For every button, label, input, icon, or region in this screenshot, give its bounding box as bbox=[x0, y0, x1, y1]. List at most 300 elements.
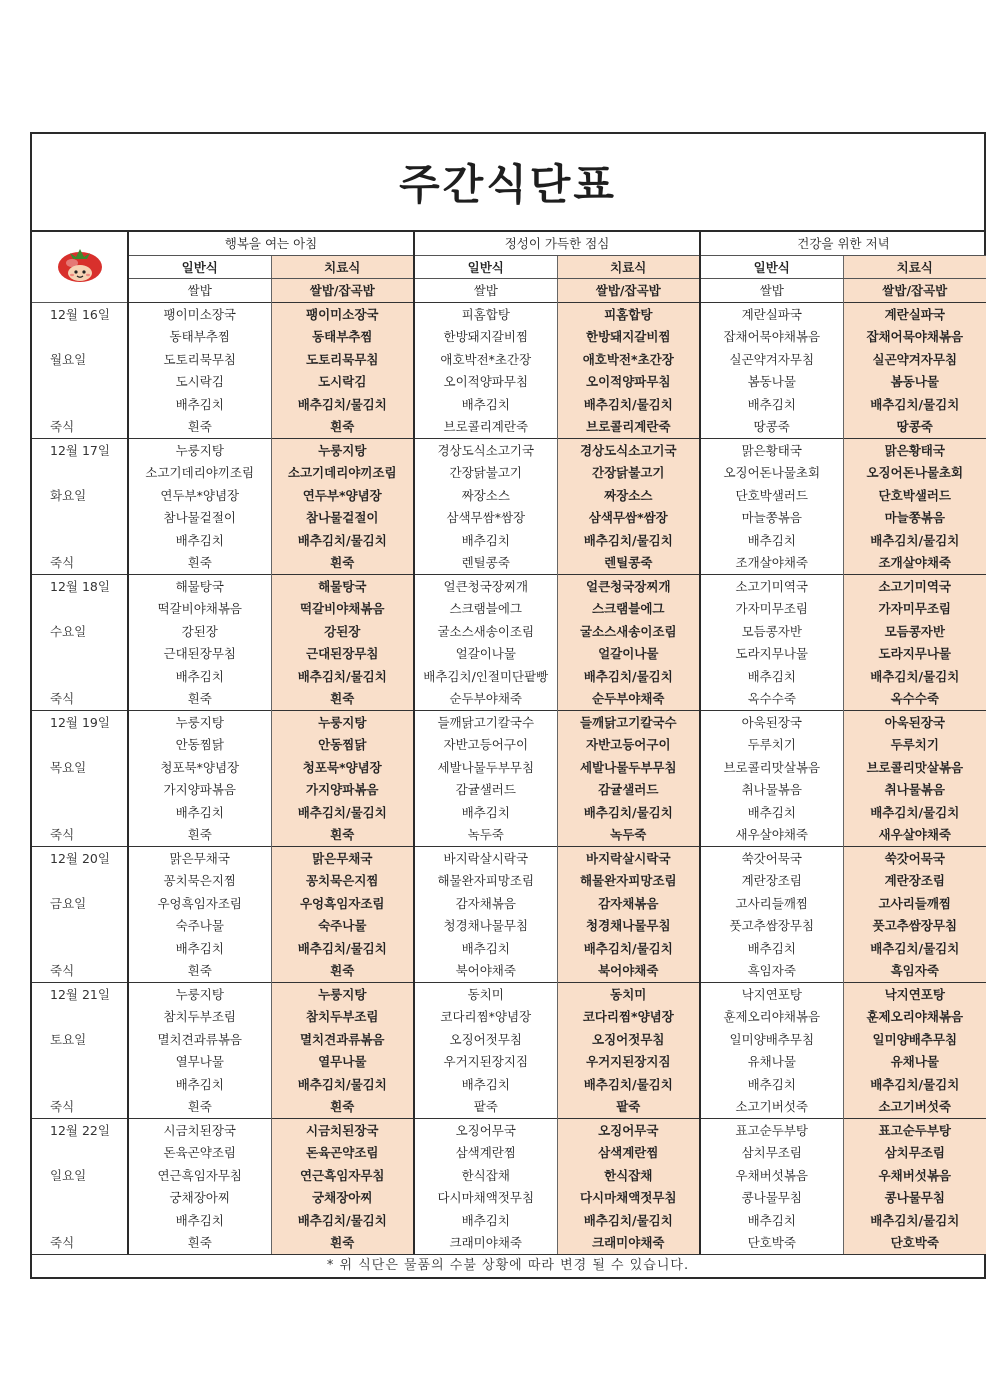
day-date: 12월 20일 bbox=[32, 846, 128, 869]
menu-item: 순두부야채죽 bbox=[414, 687, 557, 710]
lunch-general-rice: 쌀밥 bbox=[414, 279, 557, 303]
menu-item: 떡갈비야채볶음 bbox=[271, 597, 414, 620]
menu-item: 마늘쫑볶음 bbox=[700, 506, 843, 529]
day-row bbox=[32, 506, 986, 529]
menu-item: 흑임자죽 bbox=[700, 959, 843, 982]
day-row bbox=[32, 1028, 986, 1051]
day-row bbox=[32, 642, 986, 665]
menu-item: 흰죽 bbox=[128, 687, 271, 710]
day-date: 12월 19일 bbox=[32, 710, 128, 733]
menu-item: 자반고등어구이 bbox=[557, 733, 700, 756]
menu-item: 배추김치 bbox=[414, 1209, 557, 1232]
menu-item: 가지양파볶음 bbox=[128, 778, 271, 801]
breakfast-header: 행복을 여는 아침 bbox=[128, 232, 414, 255]
menu-item: 참치두부조림 bbox=[128, 1005, 271, 1028]
day-row bbox=[32, 574, 986, 597]
menu-item: 옥수수죽 bbox=[700, 687, 843, 710]
menu-item: 경상도식소고기국 bbox=[557, 438, 700, 461]
menu-item: 취나물볶음 bbox=[700, 778, 843, 801]
day-spacer bbox=[32, 1186, 128, 1209]
menu-item: 피홈합탕 bbox=[414, 302, 557, 325]
menu-item: 배추김치/물김치 bbox=[557, 665, 700, 688]
menu-item: 삼색무쌈*쌈장 bbox=[557, 506, 700, 529]
menu-item: 취나물볶음 bbox=[843, 778, 986, 801]
day-spacer bbox=[32, 778, 128, 801]
menu-item: 새우살야채죽 bbox=[700, 823, 843, 846]
menu-item: 도라지무나물 bbox=[843, 642, 986, 665]
day-spacer bbox=[32, 597, 128, 620]
menu-item: 굴소스새송이조림 bbox=[557, 620, 700, 643]
menu-item: 연두부*양념장 bbox=[271, 484, 414, 507]
menu-item: 들깨닭고기칼국수 bbox=[557, 710, 700, 733]
menu-item: 계란실파국 bbox=[843, 302, 986, 325]
menu-item: 단호박죽 bbox=[700, 1231, 843, 1254]
menu-item: 낙지연포탕 bbox=[700, 982, 843, 1005]
day-spacer bbox=[32, 1073, 128, 1096]
menu-item: 감귤샐러드 bbox=[414, 778, 557, 801]
day-row bbox=[32, 348, 986, 371]
menu-item: 멸치견과류볶음 bbox=[271, 1028, 414, 1051]
menu-item: 조개살야채죽 bbox=[843, 551, 986, 574]
day-row bbox=[32, 1118, 986, 1141]
menu-item: 브로콜리계란죽 bbox=[414, 415, 557, 438]
menu-item: 콩나물무침 bbox=[843, 1186, 986, 1209]
menu-item: 오징어돈나물초회 bbox=[843, 461, 986, 484]
menu-item: 바지락살시락국 bbox=[557, 846, 700, 869]
day-row bbox=[32, 370, 986, 393]
menu-item: 봄동나물 bbox=[843, 370, 986, 393]
menu-item: 코다리찜*양념장 bbox=[414, 1005, 557, 1028]
day-date: 12월 17일 bbox=[32, 438, 128, 461]
day-row bbox=[32, 1095, 986, 1118]
day-weekday: 일요일 bbox=[50, 1167, 87, 1183]
menu-item: 배추김치/물김치 bbox=[843, 801, 986, 824]
menu-item: 숙주나물 bbox=[128, 914, 271, 937]
logo-cell bbox=[32, 232, 128, 302]
day-weekday: 목요일 bbox=[50, 759, 87, 775]
menu-item: 땅콩죽 bbox=[843, 415, 986, 438]
menu-item: 브로콜리맛살볶음 bbox=[700, 756, 843, 779]
menu-item: 코다리찜*양념장 bbox=[557, 1005, 700, 1028]
menu-item: 봄동나물 bbox=[700, 370, 843, 393]
menu-item: 소고기미역국 bbox=[700, 574, 843, 597]
day-spacer bbox=[32, 461, 128, 484]
menu-item: 돈육곤약조림 bbox=[128, 1141, 271, 1164]
menu-item: 북어야채죽 bbox=[557, 959, 700, 982]
menu-item: 팥죽 bbox=[414, 1095, 557, 1118]
day-weekday: 금요일 bbox=[50, 895, 87, 911]
menu-item: 삼치무조림 bbox=[700, 1141, 843, 1164]
menu-item: 해물완자피망조림 bbox=[557, 869, 700, 892]
menu-item: 동태부추찜 bbox=[271, 325, 414, 348]
menu-item: 궁채장아찌 bbox=[271, 1186, 414, 1209]
day-row bbox=[32, 438, 986, 461]
title-row bbox=[32, 134, 984, 232]
menu-item: 배추김치/물김치 bbox=[271, 529, 414, 552]
menu-item: 두루치기 bbox=[700, 733, 843, 756]
menu-item: 맑은무채국 bbox=[271, 846, 414, 869]
menu-item: 청포묵*양념장 bbox=[128, 756, 271, 779]
day-row bbox=[32, 869, 986, 892]
menu-item: 배추김치 bbox=[414, 1073, 557, 1096]
menu-item: 감귤샐러드 bbox=[557, 778, 700, 801]
menu-item: 경상도식소고기국 bbox=[414, 438, 557, 461]
menu-item: 고사리들깨찜 bbox=[843, 892, 986, 915]
menu-item: 풋고추쌈장무침 bbox=[843, 914, 986, 937]
menu-item: 배추김치/물김치 bbox=[271, 1209, 414, 1232]
menu-item: 소고기버섯죽 bbox=[700, 1095, 843, 1118]
breakfast-general-header: 일반식 bbox=[128, 255, 271, 279]
menu-item: 시금치된장국 bbox=[271, 1118, 414, 1141]
menu-item: 팽이미소장국 bbox=[128, 302, 271, 325]
menu-item: 누룽지탕 bbox=[271, 982, 414, 1005]
menu-item: 마늘쫑볶음 bbox=[843, 506, 986, 529]
porridge-label: 죽식 bbox=[50, 555, 75, 571]
porridge-label: 죽식 bbox=[50, 1235, 75, 1251]
menu-item: 해물완자피망조림 bbox=[414, 869, 557, 892]
menu-item: 바지락살시락국 bbox=[414, 846, 557, 869]
menu-item: 실곤약겨자무침 bbox=[700, 348, 843, 371]
menu-item: 근대된장무침 bbox=[271, 642, 414, 665]
day-weekday: 월요일 bbox=[50, 351, 87, 367]
menu-item: 들깨닭고기칼국수 bbox=[414, 710, 557, 733]
menu-item: 배추김치/물김치 bbox=[843, 937, 986, 960]
menu-item: 땅콩죽 bbox=[700, 415, 843, 438]
day-spacer bbox=[32, 1141, 128, 1164]
menu-item: 오이적양파무침 bbox=[557, 370, 700, 393]
menu-item: 궁채장아찌 bbox=[128, 1186, 271, 1209]
menu-item: 우거지된장지짐 bbox=[557, 1050, 700, 1073]
day-spacer bbox=[32, 914, 128, 937]
menu-item: 크래미야채죽 bbox=[557, 1231, 700, 1254]
day-row bbox=[32, 846, 986, 869]
menu-item: 가자미무조림 bbox=[700, 597, 843, 620]
footer-note: * 위 식단은 물품의 수불 상황에 따라 변경 될 수 있습니다. bbox=[32, 1254, 984, 1277]
menu-item: 쑥갓어묵국 bbox=[700, 846, 843, 869]
breakfast-general-rice: 쌀밥 bbox=[128, 279, 271, 303]
porridge-label: 죽식 bbox=[50, 963, 75, 979]
menu-item: 계란장조림 bbox=[843, 869, 986, 892]
menu-item: 배추김치/인절미단팥빵 bbox=[414, 665, 557, 688]
menu-item: 우채버섯볶음 bbox=[843, 1164, 986, 1187]
porridge-label: 죽식 bbox=[50, 419, 75, 435]
menu-item: 오징어돈나물초회 bbox=[700, 461, 843, 484]
menu-item: 흰죽 bbox=[271, 823, 414, 846]
menu-item: 스크램블에그 bbox=[557, 597, 700, 620]
menu-item: 세발나물두부무침 bbox=[414, 756, 557, 779]
menu-item: 흰죽 bbox=[128, 823, 271, 846]
menu-item: 시금치된장국 bbox=[128, 1118, 271, 1141]
day-date: 12월 22일 bbox=[32, 1118, 128, 1141]
menu-item: 실곤약겨자무침 bbox=[843, 348, 986, 371]
menu-item: 배추김치 bbox=[700, 393, 843, 416]
day-row bbox=[32, 1164, 986, 1187]
lunch-therapy-rice: 쌀밥/잡곡밥 bbox=[557, 279, 700, 303]
menu-item: 배추김치 bbox=[700, 665, 843, 688]
menu-item: 계란실파국 bbox=[700, 302, 843, 325]
dinner-general-rice: 쌀밥 bbox=[700, 279, 843, 303]
menu-item: 누룽지탕 bbox=[128, 710, 271, 733]
menu-item: 브로콜리계란죽 bbox=[557, 415, 700, 438]
porridge-label: 죽식 bbox=[50, 1099, 75, 1115]
day-row bbox=[32, 393, 986, 416]
breakfast-therapy-rice: 쌀밥/잡곡밥 bbox=[271, 279, 414, 303]
day-row bbox=[32, 756, 986, 779]
menu-item: 자반고등어구이 bbox=[414, 733, 557, 756]
page-title: 주간식단표 bbox=[399, 160, 617, 209]
menu-item: 두루치기 bbox=[843, 733, 986, 756]
menu-item: 흰죽 bbox=[271, 415, 414, 438]
porridge-label: 죽식 bbox=[50, 827, 75, 843]
day-row bbox=[32, 484, 986, 507]
menu-item: 잡채어묵야채볶음 bbox=[700, 325, 843, 348]
menu-item: 배추김치/물김치 bbox=[271, 937, 414, 960]
menu-item: 참나물겉절이 bbox=[271, 506, 414, 529]
day-row bbox=[32, 1231, 986, 1254]
day-row bbox=[32, 461, 986, 484]
lunch-general-header: 일반식 bbox=[414, 255, 557, 279]
lunch-therapy-header: 치료식 bbox=[557, 255, 700, 279]
menu-item: 오징어젓무침 bbox=[557, 1028, 700, 1051]
menu-item: 배추김치/물김치 bbox=[271, 1073, 414, 1096]
menu-item: 흑임자죽 bbox=[843, 959, 986, 982]
menu-item: 계란장조림 bbox=[700, 869, 843, 892]
menu-item: 도토리묵무침 bbox=[128, 348, 271, 371]
menu-body bbox=[32, 302, 986, 1254]
menu-item: 도시락김 bbox=[271, 370, 414, 393]
menu-item: 배추김치 bbox=[700, 937, 843, 960]
menu-item: 배추김치/물김치 bbox=[271, 665, 414, 688]
day-date: 12월 21일 bbox=[32, 982, 128, 1005]
menu-item: 유채나물 bbox=[700, 1050, 843, 1073]
dinner-therapy-header: 치료식 bbox=[843, 255, 986, 279]
menu-item: 배추김치 bbox=[700, 529, 843, 552]
day-row bbox=[32, 959, 986, 982]
menu-item: 애호박전*초간장 bbox=[414, 348, 557, 371]
menu-item: 동태부추찜 bbox=[128, 325, 271, 348]
menu-item: 다시마채액젓무침 bbox=[414, 1186, 557, 1209]
menu-item: 누룽지탕 bbox=[128, 982, 271, 1005]
day-spacer bbox=[32, 506, 128, 529]
dinner-general-header: 일반식 bbox=[700, 255, 843, 279]
menu-item: 소고기미역국 bbox=[843, 574, 986, 597]
menu-item: 동치미 bbox=[414, 982, 557, 1005]
menu-item: 새우살야채죽 bbox=[843, 823, 986, 846]
rice-row bbox=[32, 279, 986, 303]
menu-item: 풋고추쌈장무침 bbox=[700, 914, 843, 937]
menu-item: 꽁치묵은지찜 bbox=[271, 869, 414, 892]
menu-item: 배추김치 bbox=[700, 1073, 843, 1096]
menu-item: 돈육곤약조림 bbox=[271, 1141, 414, 1164]
tomato-mascot-icon bbox=[52, 243, 108, 287]
menu-item: 굴소스새송이조림 bbox=[414, 620, 557, 643]
menu-item: 배추김치/물김치 bbox=[843, 1073, 986, 1096]
menu-item: 배추김치/물김치 bbox=[843, 529, 986, 552]
menu-item: 흰죽 bbox=[128, 1095, 271, 1118]
day-weekday: 토요일 bbox=[50, 1031, 87, 1047]
breakfast-therapy-header: 치료식 bbox=[271, 255, 414, 279]
menu-item: 연근흑임자무침 bbox=[128, 1164, 271, 1187]
day-row bbox=[32, 665, 986, 688]
menu-item: 팥죽 bbox=[557, 1095, 700, 1118]
menu-item: 해물탕국 bbox=[128, 574, 271, 597]
day-spacer bbox=[32, 393, 128, 416]
menu-item: 강된장 bbox=[271, 620, 414, 643]
menu-item: 배추김치/물김치 bbox=[843, 1209, 986, 1232]
day-row bbox=[32, 1141, 986, 1164]
day-spacer bbox=[32, 370, 128, 393]
menu-item: 한방돼지갈비찜 bbox=[414, 325, 557, 348]
menu-item: 삼색무쌈*쌈장 bbox=[414, 506, 557, 529]
menu-item: 누룽지탕 bbox=[271, 438, 414, 461]
menu-item: 맑은황태국 bbox=[700, 438, 843, 461]
menu-item: 배추김치 bbox=[128, 665, 271, 688]
menu-item: 단호박죽 bbox=[843, 1231, 986, 1254]
menu-table bbox=[32, 232, 986, 1254]
day-row bbox=[32, 823, 986, 846]
menu-item: 배추김치/물김치 bbox=[557, 393, 700, 416]
menu-item: 녹두죽 bbox=[557, 823, 700, 846]
menu-item: 숙주나물 bbox=[271, 914, 414, 937]
day-row bbox=[32, 415, 986, 438]
menu-item: 유채나물 bbox=[843, 1050, 986, 1073]
menu-item: 다시마채액젓무침 bbox=[557, 1186, 700, 1209]
menu-item: 누룽지탕 bbox=[128, 438, 271, 461]
menu-item: 흰죽 bbox=[271, 959, 414, 982]
day-row bbox=[32, 1186, 986, 1209]
menu-item: 얼큰청국장찌개 bbox=[414, 574, 557, 597]
day-date: 12월 18일 bbox=[32, 574, 128, 597]
menu-item: 흰죽 bbox=[271, 551, 414, 574]
menu-item: 배추김치 bbox=[128, 937, 271, 960]
menu-item: 동치미 bbox=[557, 982, 700, 1005]
menu-item: 한방돼지갈비찜 bbox=[557, 325, 700, 348]
menu-item: 감자채볶음 bbox=[414, 892, 557, 915]
day-row bbox=[32, 892, 986, 915]
menu-item: 배추김치/물김치 bbox=[843, 393, 986, 416]
menu-item: 잡채어묵야채볶음 bbox=[843, 325, 986, 348]
menu-item: 표고순두부탕 bbox=[843, 1118, 986, 1141]
menu-item: 한식잡채 bbox=[414, 1164, 557, 1187]
day-spacer bbox=[32, 1209, 128, 1232]
menu-item: 크래미야채죽 bbox=[414, 1231, 557, 1254]
menu-item: 감자채볶음 bbox=[557, 892, 700, 915]
day-spacer bbox=[32, 665, 128, 688]
menu-item: 렌틸콩죽 bbox=[557, 551, 700, 574]
menu-item: 도토리묵무침 bbox=[271, 348, 414, 371]
day-spacer bbox=[32, 733, 128, 756]
day-row bbox=[32, 620, 986, 643]
menu-item: 조개살야채죽 bbox=[700, 551, 843, 574]
day-row bbox=[32, 1005, 986, 1028]
menu-item: 배추김치 bbox=[414, 937, 557, 960]
menu-item: 일미양배추무침 bbox=[700, 1028, 843, 1051]
dinner-therapy-rice: 쌀밥/잡곡밥 bbox=[843, 279, 986, 303]
day-row bbox=[32, 687, 986, 710]
menu-item: 열무나물 bbox=[271, 1050, 414, 1073]
menu-item: 삼색계란찜 bbox=[414, 1141, 557, 1164]
menu-item: 근대된장무침 bbox=[128, 642, 271, 665]
day-row bbox=[32, 1073, 986, 1096]
menu-item: 삼치무조림 bbox=[843, 1141, 986, 1164]
menu-item: 스크램블에그 bbox=[414, 597, 557, 620]
menu-item: 안동찜닭 bbox=[271, 733, 414, 756]
menu-item: 배추김치/물김치 bbox=[557, 937, 700, 960]
menu-item: 연두부*양념장 bbox=[128, 484, 271, 507]
menu-item: 흰죽 bbox=[271, 1095, 414, 1118]
menu-item: 옥수수죽 bbox=[843, 687, 986, 710]
day-row bbox=[32, 302, 986, 325]
menu-item: 배추김치 bbox=[414, 801, 557, 824]
menu-item: 얼갈이나물 bbox=[557, 642, 700, 665]
menu-item: 고사리들깨찜 bbox=[700, 892, 843, 915]
menu-item: 연근흑임자무침 bbox=[271, 1164, 414, 1187]
menu-item: 배추김치/물김치 bbox=[271, 801, 414, 824]
menu-item: 애호박전*초간장 bbox=[557, 348, 700, 371]
menu-item: 얼큰청국장찌개 bbox=[557, 574, 700, 597]
menu-item: 도라지무나물 bbox=[700, 642, 843, 665]
menu-item: 배추김치/물김치 bbox=[557, 801, 700, 824]
menu-item: 모듬콩자반 bbox=[843, 620, 986, 643]
menu-item: 팽이미소장국 bbox=[271, 302, 414, 325]
day-row bbox=[32, 982, 986, 1005]
menu-item: 맑은황태국 bbox=[843, 438, 986, 461]
menu-item: 오징어무국 bbox=[557, 1118, 700, 1141]
menu-item: 표고순두부탕 bbox=[700, 1118, 843, 1141]
day-row bbox=[32, 710, 986, 733]
day-spacer bbox=[32, 1005, 128, 1028]
day-row bbox=[32, 325, 986, 348]
menu-item: 간장닭불고기 bbox=[414, 461, 557, 484]
day-spacer bbox=[32, 642, 128, 665]
menu-item: 배추김치/물김치 bbox=[557, 1209, 700, 1232]
menu-item: 녹두죽 bbox=[414, 823, 557, 846]
menu-item: 맑은무채국 bbox=[128, 846, 271, 869]
menu-item: 배추김치 bbox=[414, 529, 557, 552]
menu-item: 렌틸콩죽 bbox=[414, 551, 557, 574]
menu-item: 배추김치 bbox=[128, 1209, 271, 1232]
day-spacer bbox=[32, 529, 128, 552]
menu-item: 순두부야채죽 bbox=[557, 687, 700, 710]
menu-item: 배추김치 bbox=[700, 801, 843, 824]
menu-item: 아욱된장국 bbox=[843, 710, 986, 733]
porridge-label: 죽식 bbox=[50, 691, 75, 707]
menu-item: 얼갈이나물 bbox=[414, 642, 557, 665]
day-date: 12월 16일 bbox=[32, 302, 128, 325]
menu-item: 참나물겉절이 bbox=[128, 506, 271, 529]
menu-item: 콩나물무침 bbox=[700, 1186, 843, 1209]
menu-item: 일미양배추무침 bbox=[843, 1028, 986, 1051]
day-row bbox=[32, 937, 986, 960]
menu-item: 가지양파볶음 bbox=[271, 778, 414, 801]
day-spacer bbox=[32, 325, 128, 348]
menu-item: 우채버섯볶음 bbox=[700, 1164, 843, 1187]
menu-item: 훈제오리야채볶음 bbox=[843, 1005, 986, 1028]
menu-item: 흰죽 bbox=[271, 687, 414, 710]
menu-item: 브로콜리맛살볶음 bbox=[843, 756, 986, 779]
menu-item: 오징어젓무침 bbox=[414, 1028, 557, 1051]
menu-item: 흰죽 bbox=[128, 1231, 271, 1254]
menu-item: 훈제오리야채볶음 bbox=[700, 1005, 843, 1028]
menu-item: 단호박샐러드 bbox=[843, 484, 986, 507]
menu-item: 우엉흑임자조림 bbox=[271, 892, 414, 915]
day-row bbox=[32, 551, 986, 574]
menu-item: 배추김치 bbox=[128, 393, 271, 416]
menu-item: 강된장 bbox=[128, 620, 271, 643]
menu-item: 청경채나물무침 bbox=[557, 914, 700, 937]
menu-item: 배추김치/물김치 bbox=[557, 1073, 700, 1096]
menu-item: 오징어무국 bbox=[414, 1118, 557, 1141]
